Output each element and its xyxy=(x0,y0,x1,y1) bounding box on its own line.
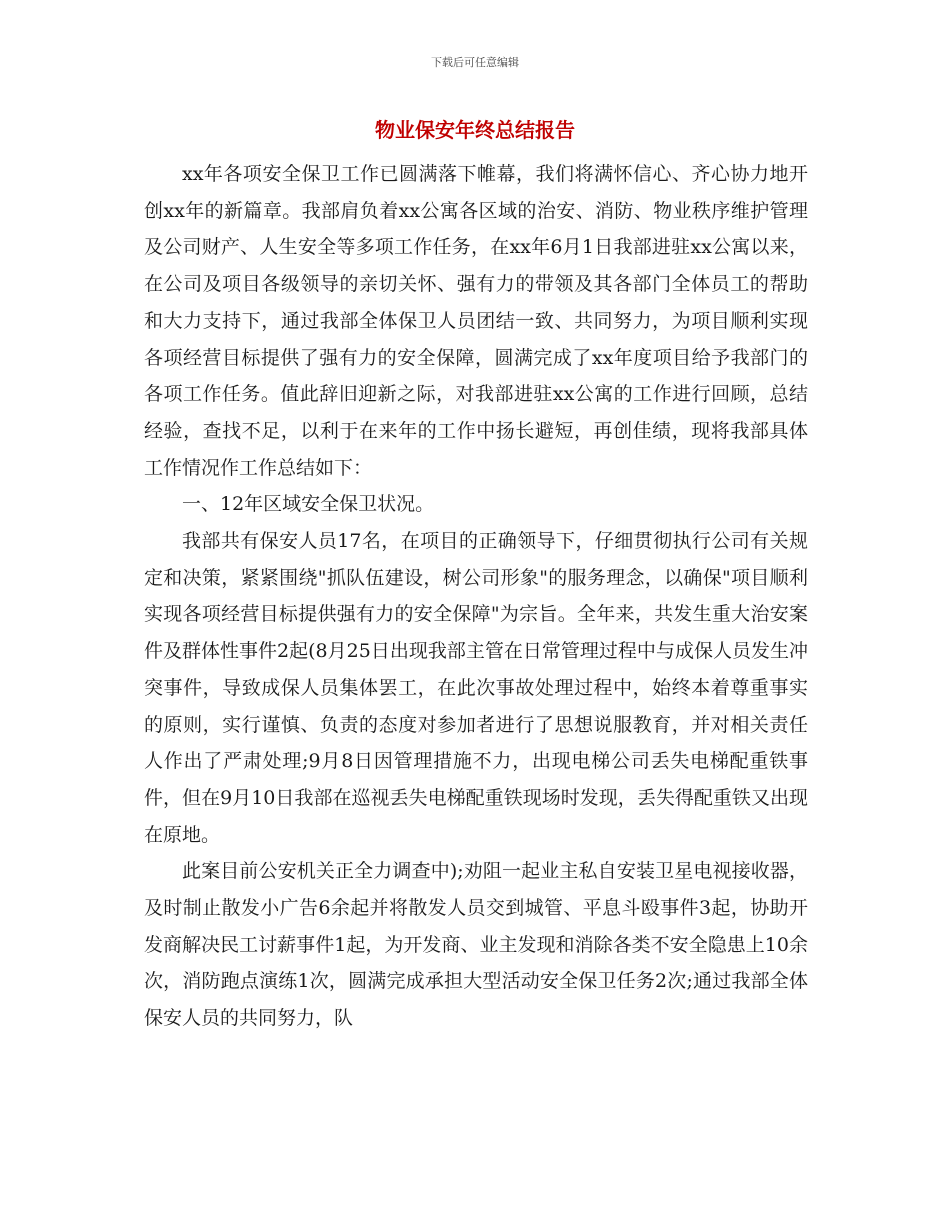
paragraph-security-status: 我部共有保安人员17名，在项目的正确领导下，仔细贯彻执行公司有关规定和决策，紧紧围绕"抓队伍建设，树公司形象"的服务理念，以确保"项目顺利实现各项经营目标提供强有力的安全保障"为宗旨。全年来，共发生重大治安案件及群体性事件2起(8月25日出现我部主管在日常管理过程中与成保人员发生冲突事件，导致成保人员集体罢工，在此次事故处理过程中，始终本着尊重事实的原则，实行谨慎、负责的态度对参加者进行了思想说服教育，并对相关责任人作出了严肃处理;9月8日因管理措施不力，出现电梯公司丢失电梯配重铁事件，但在9月10日我部在巡视丢失电梯配重铁现场时发现，丢失得配重铁又出现在原地。 xyxy=(144,530,808,846)
header-note: 下载后可任意编辑 xyxy=(431,56,519,69)
paragraph-case-followup: 此案目前公安机关正全力调查中);劝阻一起业主私自安装卫星电视接收器，及时制止散发小广告6余起并将散发人员交到城管、平息斗殴事件3起，协助开发商解决民工讨薪事件1起，为开发商、业主发现和消除各类不安全隐患上10余次，消防跑点演练1次，圆满完成承担大型活动安全保卫任务2次;通过我部全体保安人员的共同努力，队 xyxy=(144,860,808,1030)
document-title: 物业保安年终总结报告 xyxy=(375,118,575,142)
section-heading-1: 一、12年区域安全保卫状况。 xyxy=(182,493,435,516)
paragraph-intro: xx年各项安全保卫工作已圆满落下帷幕，我们将满怀信心、齐心协力地开创xx年的新篇章。我部肩负着xx公寓各区域的治安、消防、物业秩序维护管理及公司财产、人生安全等多项工作任务，在xx年6月1日我部进驻xx公寓以来，在公司及项目各级领导的亲切关怀、强有力的带领及其各部门全体员工的帮助和大力支持下，通过我部全体保卫人员团结一致、共同努力，为项目顺利实现各项经营目标提供了强有力的安全保障，圆满完成了xx年度项目给予我部门的各项工作任务。值此辞旧迎新之际，对我部进驻xx公寓的工作进行回顾，总结经验，查找不足，以利于在来年的工作中扬长避短，再创佳绩，现将我部具体工作情况作工作总结如下： xyxy=(144,163,808,479)
document-body xyxy=(144,156,808,1037)
